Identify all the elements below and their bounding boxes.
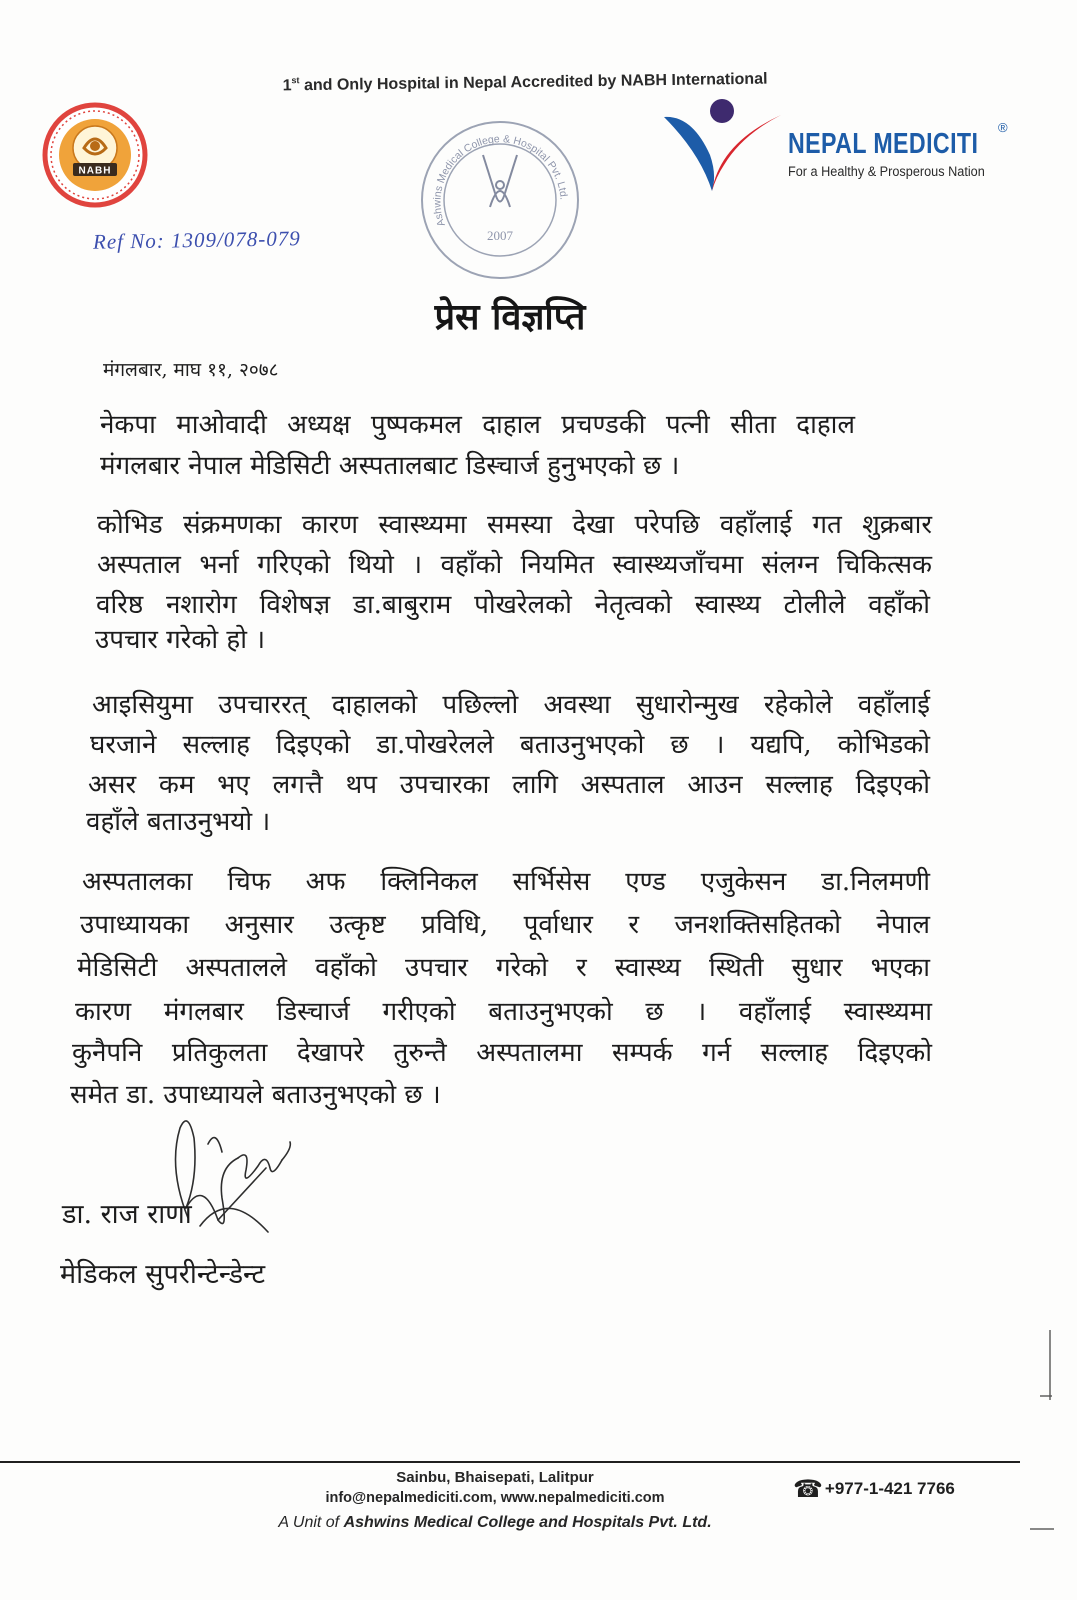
footer-unit-name: Ashwins Medical College and Hospitals Pvt. Ltd. (343, 1514, 712, 1531)
paragraph-4-line: समेत डा. उपाध्यायले बताउनुभएको छ । (70, 1080, 441, 1110)
phone-icon: ☎ (793, 1475, 823, 1503)
accreditation-superscript: st (291, 75, 300, 86)
paragraph-2-line: उपचार गरेको हो । (95, 625, 266, 655)
accreditation-banner (250, 60, 800, 94)
nabh-logo-text: NABH (78, 165, 112, 177)
scan-edge-mark (1040, 1395, 1052, 1397)
footer-address: Sainbu, Bhaisepati, Lalitpur (396, 1469, 594, 1486)
scan-edge-mark (1030, 1528, 1054, 1530)
page-title: प्रेस विज्ञप्ति (434, 296, 586, 338)
paragraph-4-line: उपाध्यायका अनुसार उत्कृष्ट प्रविधि, पूर्वाधार र जनशक्तिसहितको नेपाल (80, 910, 930, 940)
footer-phone (793, 1474, 955, 1504)
seal-lettering: Ashwins Medical College & Hospital Pvt. Ltd. (431, 133, 570, 229)
reference-number: Ref No: 1309/078-079 (92, 226, 302, 254)
paragraph-1-line: नेकपा माओवादी अध्यक्ष पुष्पकमल दाहाल प्रचण्डकी पत्नी सीता दाहाल (100, 410, 855, 440)
scan-edge-mark (1049, 1330, 1051, 1400)
footer-unit-prefix: A Unit of (278, 1514, 340, 1531)
brand-registered-mark: ® (998, 120, 1008, 135)
footer-contact: info@nepalmediciti.com, www.nepalmediciti.com (325, 1490, 665, 1506)
signatory-designation: मेडिकल सुपरीन्टेन्डेन्ट (60, 1259, 266, 1290)
paragraph-4-line: अस्पतालका चिफ अफ क्लिनिकल सर्भिसेस एण्ड एजुकेसन डा.निलमणी (82, 867, 930, 897)
footer-divider (0, 1461, 1020, 1463)
accreditation-number: 1 (282, 77, 292, 95)
paragraph-3-line: आइसियुमा उपचाररत् दाहालको पछिल्लो अवस्था सुधारोन्मुख रहेकोले वहाँलाई (92, 690, 930, 720)
paragraph-3-line: घरजाने सल्लाह दिइएको डा.पोखरेलले बताउनुभएको छ । यद्यपि, कोभिडको (90, 730, 930, 760)
paragraph-2-line: अस्पताल भर्ना गरिएको थियो । वहाँको नियमित स्वास्थ्यजाँचमा संलग्न चिकित्सक (97, 550, 932, 580)
signatory-name: डा. राज राणा (62, 1199, 192, 1230)
release-date: मंगलबार, माघ ११, २०७८ (103, 359, 279, 381)
paragraph-4-line: कुनैपनि प्रतिकुलता देखापरे तुरुन्तै अस्पतालमा सम्पर्क गर्न सल्लाह दिइएको (72, 1038, 932, 1068)
seal-year: 2007 (487, 228, 513, 243)
paragraph-4-line: मेडिसिटी अस्पतालले वहाँको उपचार गरेको र स्वास्थ्य स्थिती सुधार भएका (77, 953, 930, 983)
paragraph-1-line: मंगलबार नेपाल मेडिसिटी अस्पतालबाट डिस्चार्ज हुनुभएको छ । (100, 451, 680, 481)
phone-number: +977-1-421 7766 (824, 1479, 955, 1498)
nepal-mediciti-figure-icon (660, 95, 785, 195)
paragraph-3-line: वहाँले बताउनुभयो । (86, 807, 271, 837)
paragraph-2-line: कोभिड संक्रमणका कारण स्वास्थ्यमा समस्या देखा परेपछि वहाँलाई गत शुक्रबार (97, 510, 932, 540)
hospital-seal-icon (415, 115, 585, 285)
footer-unit (240, 1510, 750, 1536)
paragraph-3-line: असर कम भए लगत्तै थप उपचारका लागि अस्पताल आउन सल्लाह दिइएको (88, 770, 930, 800)
brand-name: NEPAL MEDICITI (788, 128, 979, 160)
paragraph-2-line: वरिष्ठ नशारोग विशेषज्ञ डा.बाबुराम पोखरेलको नेतृत्वको स्वास्थ्य टोलीले वहाँको (96, 590, 930, 620)
nabh-logo-icon (40, 100, 150, 210)
brand-tagline: For a Healthy & Prosperous Nation (788, 164, 985, 179)
accreditation-text: and Only Hospital in Nepal Accredited by NABH International (303, 70, 768, 95)
paragraph-4-line: कारण मंगलबार डिस्चार्ज गरीएको बताउनुभएको छ । वहाँलाई स्वास्थ्यमा (75, 997, 932, 1027)
